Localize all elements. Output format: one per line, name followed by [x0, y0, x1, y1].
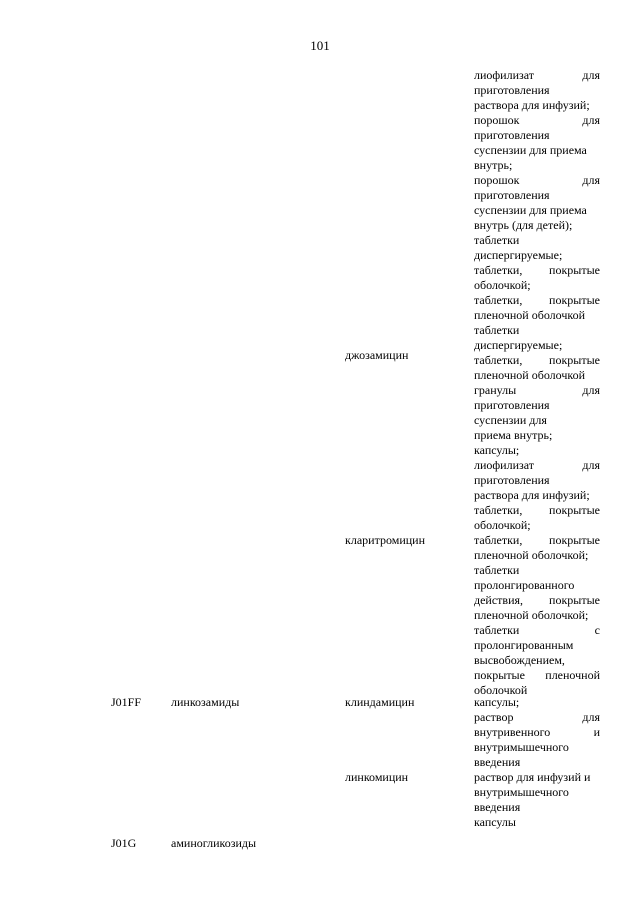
dosage-form-line: раствор для инфузий и	[474, 770, 591, 784]
dosage-form-line: введения	[474, 800, 521, 814]
dosage-form-word: покрытые	[549, 353, 600, 367]
dosage-form-line: диспергируемые;	[474, 248, 563, 262]
dosage-form-word: таблетки,	[474, 503, 523, 517]
dosage-form-line	[474, 293, 600, 308]
atc-code: J01FF	[111, 695, 142, 709]
dosage-form-line: капсулы	[474, 815, 516, 829]
dosage-form-line: диспергируемые;	[474, 338, 563, 352]
dosage-form-word: таблетки,	[474, 263, 523, 277]
dosage-form-line: приготовления	[474, 83, 550, 97]
dosage-form-word: таблетки,	[474, 533, 523, 547]
dosage-form-word: гранулы	[474, 383, 517, 397]
dosage-form-word: таблетки,	[474, 293, 523, 307]
dosage-form-line: внутрь;	[474, 158, 513, 172]
dosage-form-word: покрытые	[549, 503, 600, 517]
dosage-form-word: для	[582, 383, 600, 397]
atc-group-name: линкозамиды	[171, 695, 240, 709]
dosage-form-line: раствора для инфузий;	[474, 488, 590, 502]
dosage-form-word: покрытые	[474, 668, 525, 682]
dosage-form-line: приготовления	[474, 473, 550, 487]
atc-code: J01G	[111, 836, 137, 850]
dosage-form-line	[474, 263, 600, 278]
dosage-form-word: для	[582, 113, 600, 127]
dosage-form-line	[474, 383, 600, 398]
dosage-form-word: покрытые	[549, 263, 600, 277]
dosage-form-line	[474, 533, 600, 548]
dosage-form-line: раствора для инфузий;	[474, 98, 590, 112]
dosage-forms-list	[474, 770, 600, 830]
dosage-form-line: введения	[474, 755, 521, 769]
dosage-form-line	[474, 668, 600, 683]
dosage-forms-list	[474, 68, 600, 323]
dosage-form-line: таблетки	[474, 563, 520, 577]
dosage-form-word: для	[582, 68, 600, 82]
dosage-form-word: покрытые	[549, 593, 600, 607]
dosage-form-line	[474, 710, 600, 725]
dosage-form-line: пленочной оболочкой	[474, 308, 586, 322]
dosage-form-word: покрытые	[549, 293, 600, 307]
dosage-form-word: действия,	[474, 593, 524, 607]
dosage-forms-list	[474, 695, 600, 770]
dosage-form-line	[474, 458, 600, 473]
dosage-form-line: приготовления	[474, 398, 550, 412]
dosage-form-word: для	[582, 173, 600, 187]
page-number: 101	[310, 38, 330, 53]
dosage-form-line: таблетки	[474, 323, 520, 337]
dosage-forms-list	[474, 323, 600, 383]
dosage-form-word: порошок	[474, 113, 520, 127]
dosage-form-line: суспензии для	[474, 413, 547, 427]
dosage-form-line: приема внутрь;	[474, 428, 553, 442]
drug-name: клиндамицин	[345, 695, 415, 709]
drug-name: линкомицин	[345, 770, 409, 784]
drug-name: джозамицин	[345, 348, 409, 362]
dosage-form-line: таблетки	[474, 233, 520, 247]
dosage-form-line: оболочкой	[474, 683, 528, 697]
dosage-form-word: для	[582, 710, 600, 724]
dosage-form-line: суспензии для приема	[474, 143, 587, 157]
dosage-form-line: капсулы;	[474, 443, 520, 457]
dosage-form-line: пленочной оболочкой;	[474, 548, 589, 562]
dosage-form-word: раствор	[474, 710, 514, 724]
dosage-form-word: лиофилизат	[474, 68, 535, 82]
dosage-form-line: высвобождением,	[474, 653, 565, 667]
dosage-form-line: пролонгированного	[474, 578, 575, 592]
dosage-form-line	[474, 725, 600, 740]
dosage-form-line	[474, 113, 600, 128]
dosage-form-line	[474, 593, 600, 608]
dosage-form-word: внутривенного	[474, 725, 551, 739]
dosage-form-line	[474, 68, 600, 83]
dosage-form-line: пленочной оболочкой;	[474, 608, 589, 622]
dosage-form-line: приготовления	[474, 128, 550, 142]
dosage-form-word: порошок	[474, 173, 520, 187]
dosage-form-line: пленочной оболочкой	[474, 368, 586, 382]
dosage-form-word: лиофилизат	[474, 458, 535, 472]
dosage-form-line: оболочкой;	[474, 278, 531, 292]
dosage-form-word: и	[593, 725, 600, 739]
dosage-form-line: суспензии для приема	[474, 203, 587, 217]
dosage-form-word: пленочной	[545, 668, 600, 682]
dosage-form-line	[474, 353, 600, 368]
atc-group-name: аминогликозиды	[171, 836, 257, 850]
dosage-form-line	[474, 623, 600, 638]
dosage-form-line: капсулы;	[474, 695, 520, 709]
dosage-form-line: приготовления	[474, 188, 550, 202]
dosage-form-line: оболочкой;	[474, 518, 531, 532]
dosage-form-word: с	[594, 623, 600, 637]
dosage-form-word: для	[582, 458, 600, 472]
dosage-forms-list	[474, 383, 600, 698]
dosage-form-line	[474, 503, 600, 518]
dosage-form-word: покрытые	[549, 533, 600, 547]
dosage-form-word: таблетки	[474, 623, 520, 637]
dosage-form-word: таблетки,	[474, 353, 523, 367]
drug-name: кларитромицин	[345, 533, 426, 547]
dosage-form-line: внутрь (для детей);	[474, 218, 573, 232]
dosage-form-line: внутримышечного	[474, 785, 569, 799]
dosage-form-line: внутримышечного	[474, 740, 569, 754]
dosage-form-line	[474, 173, 600, 188]
dosage-form-line: пролонгированным	[474, 638, 574, 652]
